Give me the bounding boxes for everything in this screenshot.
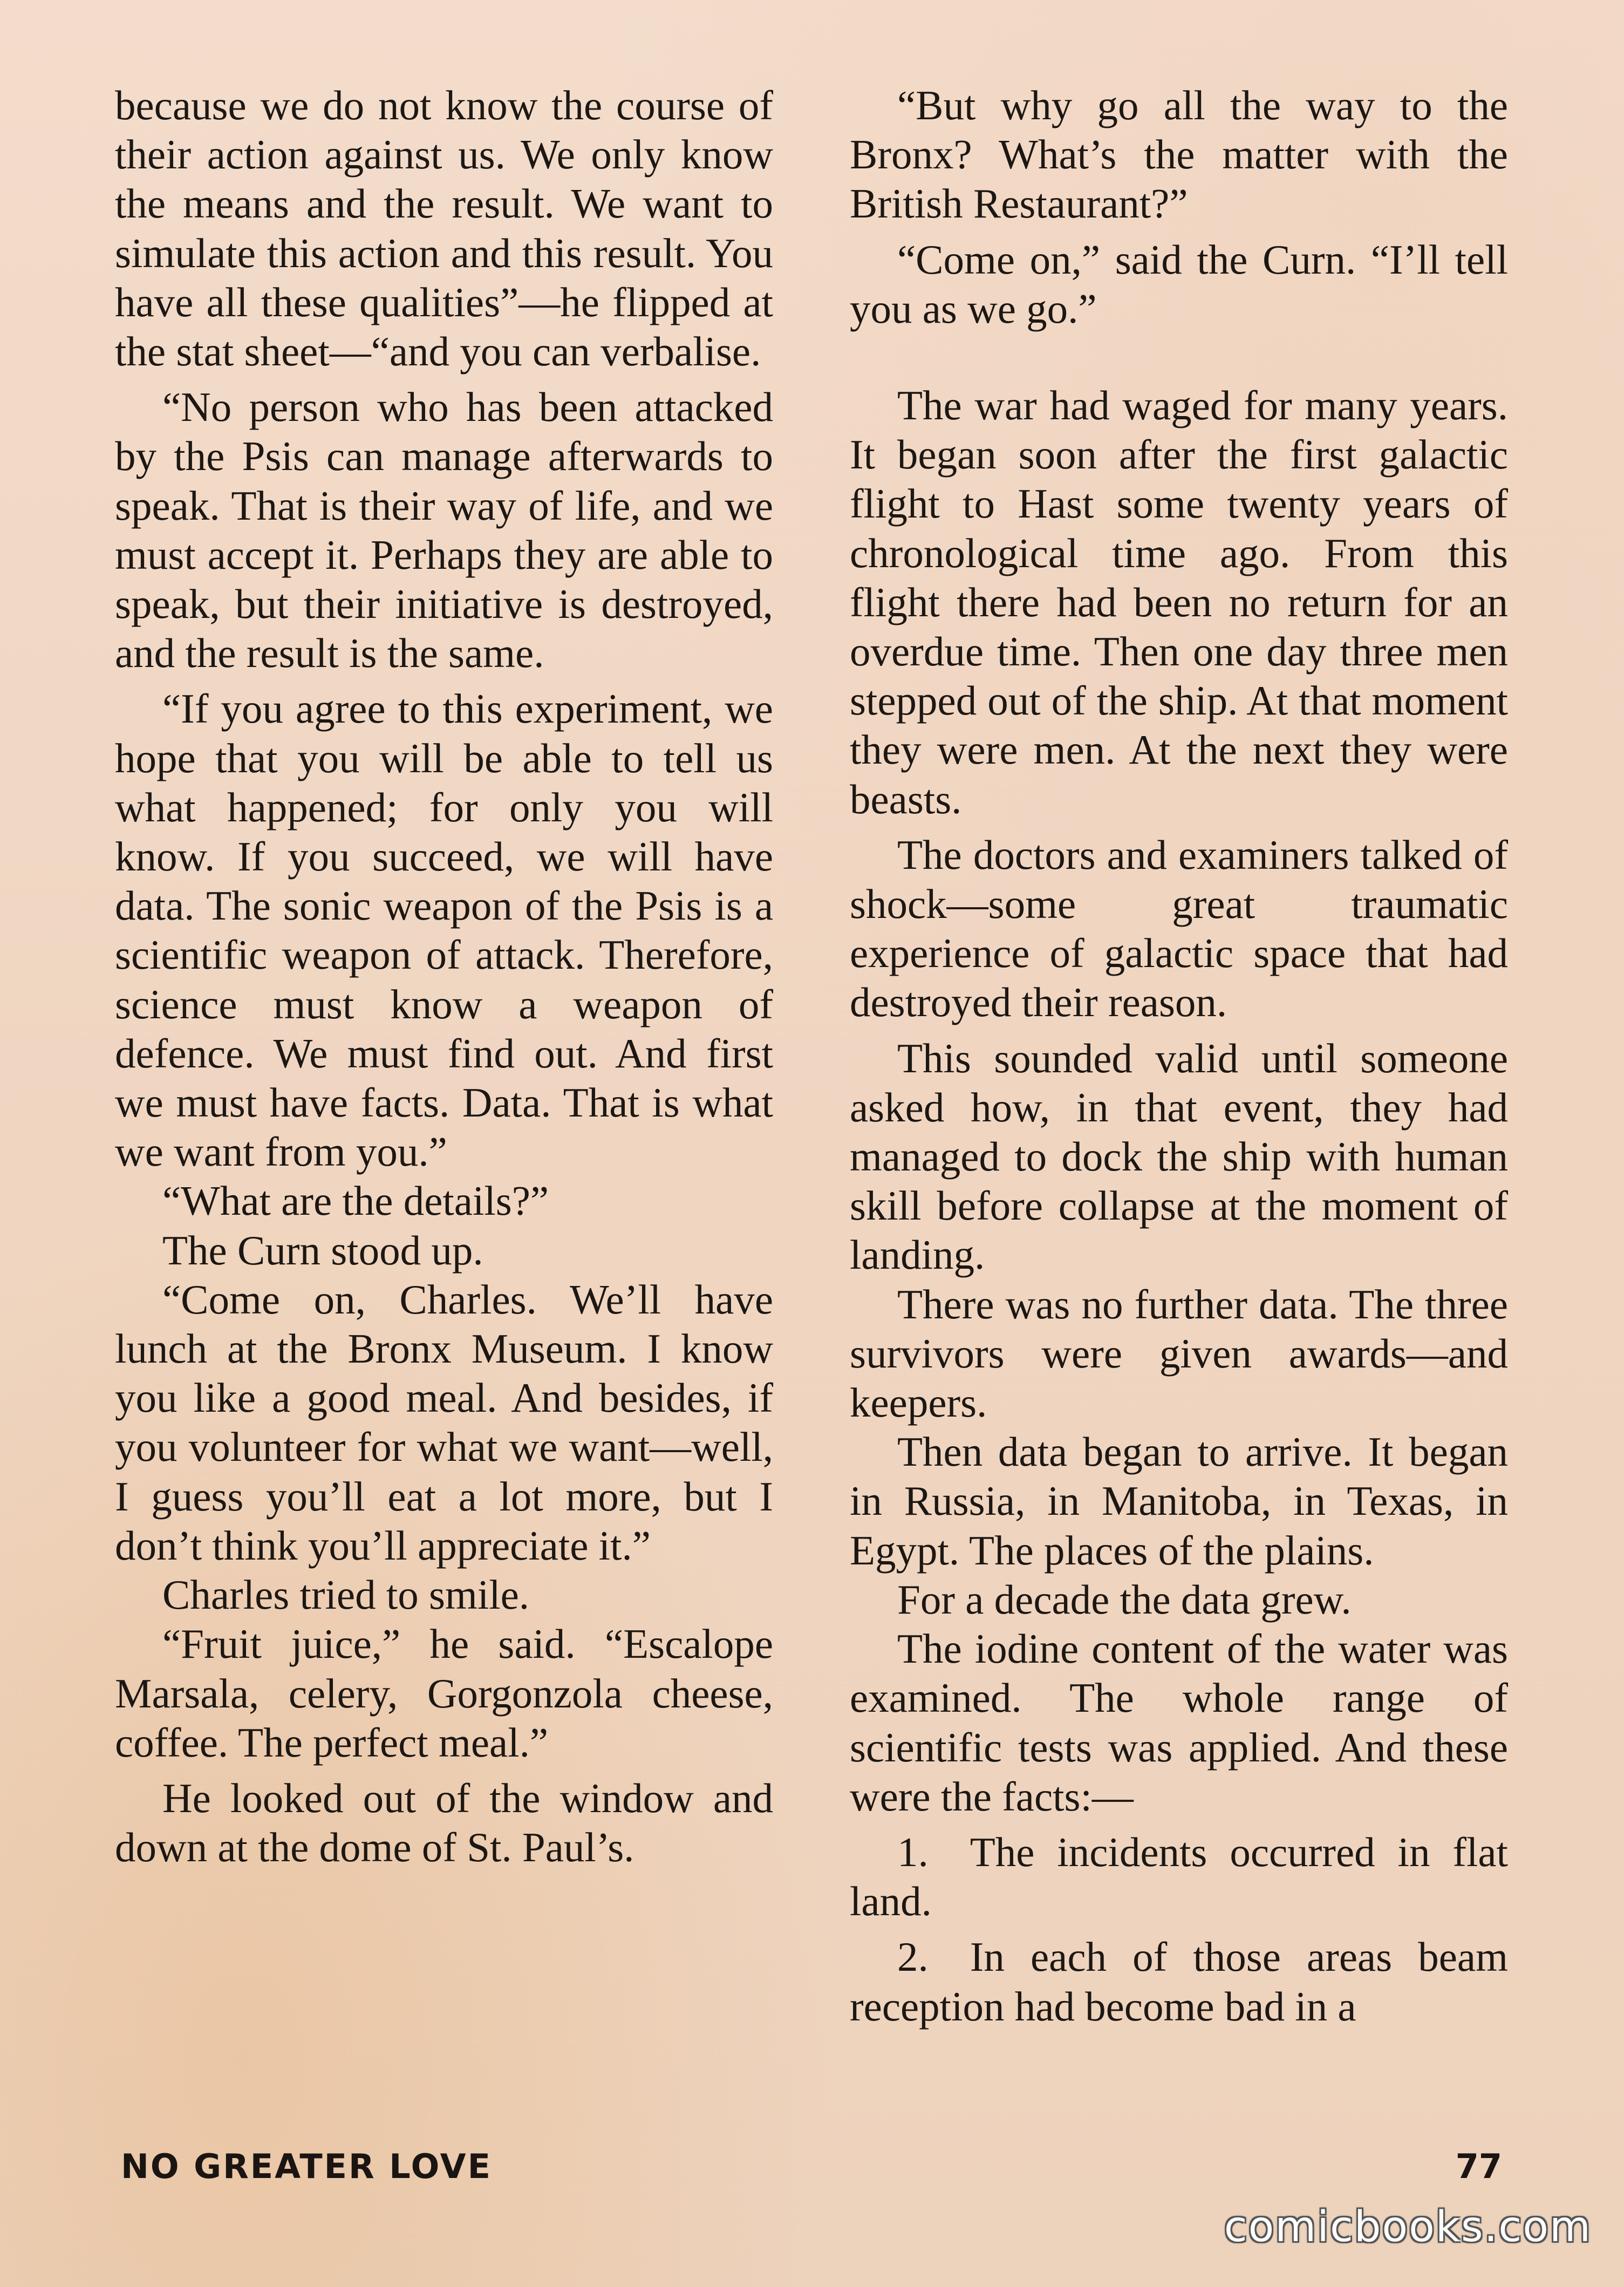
numbered-item: 1. The incidents occurred in flat land. [850,1828,1508,1925]
running-title: NO GREATER LOVE [121,2147,492,2186]
paragraph: “But why go all the way to the Bronx? What’s the matter with the British Restaurant?” [850,82,1508,227]
left-text-column [115,81,773,1872]
paragraph: “Come on, Charles. We’ll have lunch at the Bronx Museum. I know you like a good meal. And besides, if you volunteer for what we want—well, I guess you’ll eat a lot more, but I don’t think you’ll appreciate it.” [115,1276,773,1569]
paragraph: He looked out of the window and down at the dome of St. Paul’s. [115,1774,773,1871]
page-footer [121,2147,1502,2195]
paragraph: “What are the details?” [162,1177,549,1224]
watermark: comicbooks.com [1224,2203,1592,2251]
paragraph: Then data began to arrive. It began in Russia, in Manitoba, in Texas, in Egypt. The places of the plains. [850,1428,1508,1574]
paragraph: The iodine content of the water was examined. The whole range of scientific tests was applied. And these were the facts:— [850,1625,1508,1820]
paragraph: “If you agree to this experiment, we hope that you will be able to tell us what happened; for only you will know. If you succeed, we will have data. The sonic weapon of the Psis is a scientific weapon of attack. Therefore, science must know a weapon of defence. We must find out. And first we must have facts. Data. That is what we want from you.” [115,685,773,1175]
numbered-item: 2. In each of those areas beam reception had become bad in a [850,1934,1508,2030]
paragraph: There was no further data. The three survivors were given awards—and keepers. [850,1281,1508,1426]
paragraph: The doctors and examiners talked of shock—some great traumatic experience of galactic space that had destroyed their reason. [850,831,1508,1026]
right-text-column [850,81,1508,2031]
paragraph: The Curn stood up. [162,1227,483,1274]
paragraph: This sounded valid until someone asked how, in that event, they had managed to dock the ship with human skill before collapse at the moment of landing. [850,1034,1508,1278]
paragraph: “Fruit juice,” he said. “Escalope Marsala, celery, Gorgonzola cheese, coffee. The perfect meal.” [115,1621,773,1766]
page-number: 77 [1455,2147,1502,2186]
paragraph: “No person who has been attacked by the Psis can manage afterwards to speak. That is their way of life, and we must accept it. Perhaps they are able to speak, but their initiative is destroyed, and the result is the same. [115,384,773,677]
paragraph: The war had waged for many years. It began soon after the first galactic flight to Hast some twenty years of chronological time ago. From this flight there had been no return for an overdue time. Then one day three men stepped out of the ship. At that moment they were men. At the next they were beasts. [850,382,1508,822]
paragraph: because we do not know the course of their action against us. We only know the means and the result. We want to simulate this action and this result. You have all these qualities”—he flipped at the stat sheet—“and you can verbalise. [115,82,773,375]
paragraph: “Come on,” said the Curn. “I’ll tell you as we go.” [850,236,1508,332]
paragraph: For a decade the data grew. [897,1576,1352,1623]
paragraph: Charles tried to smile. [162,1571,530,1618]
